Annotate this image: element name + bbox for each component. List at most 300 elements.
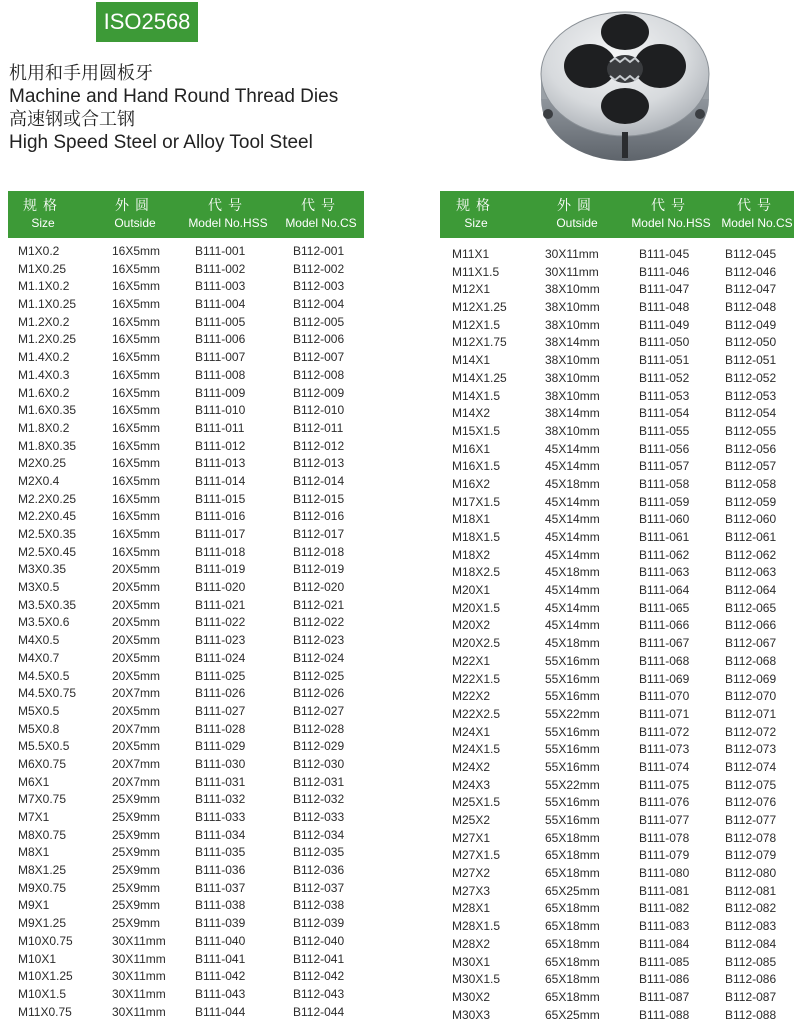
round-thread-die-image — [528, 4, 718, 164]
cell-model-hss: B111-017 — [195, 527, 246, 541]
cell-model-hss: B111-005 — [195, 314, 246, 329]
table-row — [8, 774, 364, 792]
table-row — [440, 900, 794, 918]
cell-model-hss: B111-082 — [639, 901, 690, 916]
cell-model-hss: B111-003 — [195, 279, 246, 294]
cell-size: M27X3 — [452, 883, 491, 898]
cell-model-cs: B112-044 — [293, 1004, 345, 1019]
cell-model-cs: B112-032 — [293, 792, 345, 807]
cell-size: M12X1.75 — [452, 335, 507, 350]
cell-size: M8X1.25 — [18, 863, 67, 878]
table-row — [8, 968, 364, 986]
cell-outside: 25X9mm — [112, 827, 161, 842]
cell-size: M1.2X0.25 — [18, 332, 77, 347]
cell-size: M16X2 — [452, 476, 491, 491]
table-row — [8, 880, 364, 898]
cell-model-hss: B111-061 — [639, 530, 690, 544]
table-row — [8, 579, 364, 597]
cell-size: M1.6X0.2 — [18, 385, 70, 400]
table-row — [440, 830, 794, 848]
table-row — [8, 455, 364, 473]
table-row — [8, 491, 364, 509]
cell-model-hss: B111-032 — [195, 792, 246, 807]
header-model-hss: 代号 Model No.HSS — [188, 198, 268, 230]
header-model-cs: 代号 Model No.CS — [285, 198, 357, 230]
table-row — [440, 688, 794, 706]
cell-model-cs: B112-030 — [293, 756, 345, 771]
table-row — [440, 971, 794, 989]
cell-size: M11X0.75 — [18, 1004, 72, 1019]
cell-model-hss: B111-085 — [639, 954, 690, 969]
table-row — [8, 791, 364, 809]
cell-model-cs: B112-083 — [725, 919, 777, 934]
cell-size: M10X1.25 — [18, 969, 73, 984]
cell-outside: 45X14mm — [545, 547, 600, 562]
cell-model-hss: B111-065 — [639, 600, 690, 615]
table-row — [8, 915, 364, 933]
cell-model-cs: B112-078 — [725, 830, 777, 845]
cell-model-cs: B112-079 — [725, 848, 777, 863]
cell-model-cs: B112-043 — [293, 986, 345, 1001]
cell-size: M1X0.25 — [18, 261, 67, 276]
cell-size: M1.1X0.2 — [18, 279, 70, 294]
cell-outside: 38X10mm — [545, 300, 600, 315]
cell-model-cs: B112-076 — [725, 795, 777, 810]
cell-model-cs: B112-031 — [293, 774, 345, 789]
cell-outside: 16X5mm — [112, 261, 161, 276]
table-row — [8, 844, 364, 862]
cell-model-cs: B112-059 — [725, 494, 777, 509]
cell-size: M27X2 — [452, 866, 491, 881]
cell-model-cs: B112-058 — [725, 476, 777, 491]
cell-size: M30X1 — [452, 954, 491, 969]
cell-outside: 65X18mm — [545, 972, 600, 987]
cell-outside: 45X18mm — [545, 565, 600, 580]
cell-outside: 38X10mm — [545, 423, 600, 438]
cell-model-hss: B111-068 — [639, 653, 690, 668]
header-outside: 外圆 Outside — [556, 198, 598, 230]
cell-size: M5X0.5 — [18, 703, 60, 718]
table-row — [8, 597, 364, 615]
cell-outside: 55X16mm — [545, 813, 600, 827]
cell-model-hss: B111-021 — [195, 597, 246, 612]
cell-outside: 20X7mm — [112, 774, 161, 789]
cell-size: M24X3 — [452, 777, 491, 792]
cell-model-cs: B112-081 — [725, 883, 777, 898]
cell-model-hss: B111-055 — [639, 423, 690, 438]
cell-model-cs: B112-025 — [293, 668, 345, 683]
cell-size: M18X2.5 — [452, 565, 501, 580]
cell-model-cs: B112-001 — [293, 244, 345, 258]
cell-model-cs: B112-016 — [293, 509, 345, 524]
cell-size: M12X1 — [452, 282, 491, 297]
cell-size: M1.4X0.2 — [18, 350, 70, 365]
cell-size: M24X1.5 — [452, 742, 501, 757]
cell-outside: 65X25mm — [545, 1007, 600, 1022]
cell-model-hss: B111-015 — [195, 491, 246, 506]
cell-size: M3.5X0.6 — [18, 615, 70, 630]
cell-size: M8X1 — [18, 845, 50, 860]
cell-size: M1.6X0.35 — [18, 403, 77, 418]
cell-model-cs: B112-062 — [725, 547, 777, 562]
cell-model-hss: B111-023 — [195, 633, 246, 648]
cell-model-cs: B112-037 — [293, 880, 345, 895]
cell-model-cs: B112-066 — [725, 618, 777, 633]
cell-model-cs: B112-064 — [725, 583, 777, 598]
cell-outside: 55X16mm — [545, 759, 600, 774]
table-row — [440, 494, 794, 512]
cell-model-cs: B112-003 — [293, 279, 345, 294]
table-row — [8, 986, 364, 1004]
cell-size: M6X0.75 — [18, 756, 67, 771]
table-row — [440, 936, 794, 954]
cell-size: M9X0.75 — [18, 880, 67, 895]
table-row — [440, 423, 794, 441]
cell-outside: 55X16mm — [545, 653, 600, 668]
cell-outside: 55X16mm — [545, 689, 600, 704]
cell-model-hss: B111-008 — [195, 367, 246, 382]
table-row — [440, 264, 794, 282]
table-row — [8, 897, 364, 915]
cell-model-cs: B112-015 — [293, 491, 345, 506]
table-row — [440, 653, 794, 671]
cell-outside: 16X5mm — [112, 244, 161, 258]
cell-model-cs: B112-086 — [725, 972, 777, 987]
cell-size: M28X1.5 — [452, 919, 501, 934]
cell-model-cs: B112-065 — [725, 600, 777, 615]
cell-size: M10X1 — [18, 951, 57, 966]
table-row — [8, 756, 364, 774]
cell-model-hss: B111-074 — [639, 759, 690, 774]
cell-model-cs: B112-020 — [293, 580, 345, 595]
cell-outside: 20X5mm — [112, 668, 161, 683]
cell-size: M11X1 — [452, 247, 490, 261]
cell-outside: 45X18mm — [545, 636, 600, 651]
cell-size: M25X2 — [452, 813, 491, 827]
cell-model-hss: B111-011 — [195, 420, 245, 435]
cell-model-hss: B111-018 — [195, 544, 246, 559]
cell-model-hss: B111-049 — [639, 317, 690, 332]
cell-size: M9X1 — [18, 898, 50, 913]
table-row — [440, 865, 794, 883]
cell-outside: 16X5mm — [112, 367, 161, 382]
cell-model-cs: B112-022 — [293, 615, 345, 630]
cell-model-cs: B112-056 — [725, 441, 777, 456]
cell-size: M14X1 — [452, 353, 491, 368]
header-model-cs: 代号 Model No.CS — [721, 198, 793, 230]
cell-model-cs: B112-048 — [725, 300, 777, 315]
table-row — [440, 777, 794, 795]
cell-outside: 30X11mm — [112, 951, 166, 966]
cell-model-cs: B112-088 — [725, 1007, 777, 1022]
table-row — [8, 243, 364, 261]
cell-model-hss: B111-025 — [195, 668, 246, 683]
cell-size: M22X1.5 — [452, 671, 501, 686]
cell-model-cs: B112-075 — [725, 777, 777, 792]
cell-model-cs: B112-010 — [293, 403, 345, 418]
cell-model-cs: B112-039 — [293, 916, 345, 931]
table-row — [440, 617, 794, 635]
cell-model-hss: B111-019 — [195, 562, 246, 577]
spec-table-right — [440, 191, 794, 1024]
cell-outside: 65X18mm — [545, 954, 600, 969]
cell-size: M3X0.5 — [18, 580, 60, 595]
table-row — [440, 281, 794, 299]
cell-model-hss: B111-070 — [639, 689, 690, 704]
table-row — [8, 526, 364, 544]
cell-outside: 55X22mm — [545, 706, 600, 721]
cell-model-cs: B112-017 — [293, 527, 345, 541]
cell-size: M12X1.25 — [452, 300, 507, 315]
cell-model-hss: B111-069 — [639, 671, 690, 686]
cell-outside: 20X7mm — [112, 686, 161, 701]
cell-model-cs: B112-069 — [725, 671, 777, 686]
table-row — [8, 438, 364, 456]
cell-outside: 45X14mm — [545, 459, 600, 474]
cell-model-hss: B111-016 — [195, 509, 246, 524]
cell-model-hss: B111-031 — [195, 774, 246, 789]
cell-model-cs: B112-068 — [725, 653, 777, 668]
cell-model-cs: B112-038 — [293, 898, 345, 913]
cell-model-cs: B112-051 — [725, 353, 777, 368]
cell-outside: 16X5mm — [112, 456, 161, 471]
cell-size: M22X2 — [452, 689, 491, 704]
cell-size: M25X1.5 — [452, 795, 501, 810]
cell-outside: 16X5mm — [112, 527, 161, 541]
cell-size: M18X1.5 — [452, 530, 501, 544]
cell-size: M8X0.75 — [18, 827, 67, 842]
cell-outside: 25X9mm — [112, 810, 161, 824]
cell-model-cs: B112-074 — [725, 759, 777, 774]
cell-model-cs: B112-045 — [725, 247, 777, 261]
table-row — [8, 367, 364, 385]
cell-size: M2.2X0.25 — [18, 491, 77, 506]
table-row — [440, 511, 794, 529]
cell-outside: 16X5mm — [112, 350, 161, 365]
cell-model-hss: B111-009 — [195, 385, 246, 400]
cell-model-cs: B112-071 — [725, 706, 777, 721]
cell-model-hss: B111-041 — [195, 951, 246, 966]
cell-size: M14X1.5 — [452, 388, 501, 403]
cell-model-cs: B112-053 — [725, 388, 777, 403]
cell-model-cs: B112-019 — [293, 562, 345, 577]
cell-model-cs: B112-040 — [293, 933, 345, 948]
cell-outside: 45X14mm — [545, 512, 600, 527]
cell-model-cs: B112-021 — [293, 597, 345, 612]
cell-model-cs: B112-087 — [725, 989, 777, 1004]
table-row — [440, 564, 794, 582]
cell-outside: 20X5mm — [112, 703, 161, 718]
table-row — [440, 918, 794, 936]
table-row — [8, 951, 364, 969]
cell-size: M14X1.25 — [452, 370, 507, 385]
table-row — [440, 635, 794, 653]
table-row — [8, 349, 364, 367]
cell-model-hss: B111-058 — [639, 476, 690, 491]
table-row — [8, 296, 364, 314]
cell-outside: 65X18mm — [545, 919, 600, 934]
table-row — [440, 441, 794, 459]
cell-outside: 55X22mm — [545, 777, 600, 792]
cell-outside: 20X5mm — [112, 650, 161, 665]
cell-size: M20X1 — [452, 583, 491, 598]
cell-model-cs: B112-061 — [725, 530, 777, 544]
cell-outside: 20X7mm — [112, 721, 161, 736]
cell-model-hss: B111-026 — [195, 686, 246, 701]
table-header — [8, 191, 364, 238]
cell-size: M20X2.5 — [452, 636, 501, 651]
cell-outside: 20X5mm — [112, 597, 161, 612]
cell-model-cs: B112-073 — [725, 742, 777, 757]
cell-model-hss: B111-010 — [195, 403, 246, 418]
cell-outside: 25X9mm — [112, 880, 161, 895]
cell-model-hss: B111-030 — [195, 756, 246, 771]
cell-outside: 20X5mm — [112, 580, 161, 595]
table-row — [440, 529, 794, 547]
table-row — [440, 370, 794, 388]
cell-size: M10X1.5 — [18, 986, 67, 1001]
cell-outside: 45X14mm — [545, 441, 600, 456]
cell-model-hss: B111-012 — [195, 438, 246, 453]
cell-size: M30X3 — [452, 1007, 491, 1022]
cell-model-hss: B111-046 — [639, 264, 690, 279]
cell-outside: 16X5mm — [112, 332, 161, 347]
cell-model-hss: B111-035 — [195, 845, 246, 860]
cell-model-hss: B111-066 — [639, 618, 690, 633]
cell-size: M2.5X0.45 — [18, 544, 77, 559]
cell-model-cs: B112-047 — [725, 282, 777, 297]
cell-size: M1.1X0.25 — [18, 297, 77, 312]
table-row — [440, 812, 794, 830]
cell-outside: 25X9mm — [112, 863, 161, 878]
cell-model-cs: B112-004 — [293, 297, 345, 312]
cell-model-hss: B111-024 — [195, 650, 246, 665]
cell-model-cs: B112-034 — [293, 827, 345, 842]
cell-model-hss: B111-037 — [195, 880, 246, 895]
table-row — [8, 614, 364, 632]
title-cn-2: 高速钢或合工钢 — [9, 109, 135, 130]
cell-outside: 16X5mm — [112, 314, 161, 329]
cell-size: M24X1 — [452, 724, 491, 739]
cell-size: M27X1.5 — [452, 848, 501, 863]
table-header — [440, 191, 794, 238]
cell-model-hss: B111-080 — [639, 866, 690, 881]
table-row — [440, 724, 794, 742]
cell-outside: 45X14mm — [545, 618, 600, 633]
cell-size: M28X2 — [452, 936, 491, 951]
cell-model-cs: B112-035 — [293, 845, 345, 860]
cell-model-hss: B111-004 — [195, 297, 246, 312]
cell-model-cs: B112-063 — [725, 565, 777, 580]
cell-model-hss: B111-053 — [639, 388, 690, 403]
cell-model-hss: B111-088 — [639, 1007, 690, 1022]
cell-model-hss: B111-086 — [639, 972, 690, 987]
cell-model-hss: B111-072 — [639, 724, 690, 739]
cell-size: M7X0.75 — [18, 792, 67, 807]
cell-size: M5X0.8 — [18, 721, 60, 736]
cell-model-hss: B111-042 — [195, 969, 246, 984]
cell-model-hss: B111-078 — [639, 830, 690, 845]
cell-outside: 16X5mm — [112, 420, 161, 435]
cell-outside: 30X11mm — [112, 933, 166, 948]
cell-outside: 16X5mm — [112, 544, 161, 559]
cell-model-cs: B112-082 — [725, 901, 777, 916]
cell-size: M30X1.5 — [452, 972, 501, 987]
cell-outside: 45X14mm — [545, 583, 600, 598]
cell-model-hss: B111-007 — [195, 350, 246, 365]
cell-model-cs: B112-005 — [293, 314, 345, 329]
cell-model-cs: B112-013 — [293, 456, 345, 471]
table-row — [440, 847, 794, 865]
cell-model-cs: B112-027 — [293, 703, 345, 718]
cell-model-cs: B112-050 — [725, 335, 777, 350]
cell-size: M4.5X0.5 — [18, 668, 70, 683]
cell-model-cs: B112-070 — [725, 689, 777, 704]
cell-size: M3X0.35 — [18, 562, 67, 577]
cell-model-cs: B112-077 — [725, 813, 777, 827]
table-row — [440, 388, 794, 406]
cell-model-cs: B112-028 — [293, 721, 345, 736]
table-row — [8, 314, 364, 332]
table-row — [440, 989, 794, 1007]
cell-model-cs: B112-036 — [293, 863, 345, 878]
cell-size: M1.2X0.2 — [18, 314, 70, 329]
cell-model-hss: B111-033 — [195, 810, 246, 824]
cell-model-cs: B112-055 — [725, 423, 777, 438]
cell-outside: 20X5mm — [112, 633, 161, 648]
iso-badge: ISO2568 — [96, 2, 198, 42]
cell-model-hss: B111-067 — [639, 636, 690, 651]
cell-model-hss: B111-048 — [639, 300, 690, 315]
cell-size: M15X1.5 — [452, 423, 501, 438]
title-en-2: High Speed Steel or Alloy Tool Steel — [9, 132, 313, 153]
table-row — [8, 862, 364, 880]
cell-size: M6X1 — [18, 774, 50, 789]
cell-size: M28X1 — [452, 901, 491, 916]
cell-model-hss: B111-054 — [639, 406, 690, 421]
cell-size: M17X1.5 — [452, 494, 501, 509]
table-row — [440, 317, 794, 335]
cell-size: M4X0.7 — [18, 650, 60, 665]
cell-model-hss: B111-064 — [639, 583, 690, 598]
cell-model-hss: B111-020 — [195, 580, 246, 595]
table-row — [440, 706, 794, 724]
cell-outside: 55X16mm — [545, 724, 600, 739]
table-row — [440, 741, 794, 759]
cell-outside: 65X18mm — [545, 989, 600, 1004]
table-row — [440, 547, 794, 565]
cell-outside: 45X14mm — [545, 494, 600, 509]
cell-model-cs: B112-009 — [293, 385, 345, 400]
cell-model-hss: B111-034 — [195, 827, 246, 842]
cell-model-cs: B112-042 — [293, 969, 345, 984]
cell-outside: 65X18mm — [545, 866, 600, 881]
cell-size: M1X0.2 — [18, 244, 60, 258]
cell-size: M7X1 — [18, 810, 50, 824]
cell-size: M20X2 — [452, 618, 491, 633]
cell-model-cs: B112-014 — [293, 473, 345, 488]
cell-model-cs: B112-023 — [293, 633, 345, 648]
cell-model-hss: B111-057 — [639, 459, 690, 474]
cell-model-hss: B111-075 — [639, 777, 690, 792]
cell-model-hss: B111-036 — [195, 863, 246, 878]
cell-size: M16X1 — [452, 441, 491, 456]
cell-outside: 65X18mm — [545, 936, 600, 951]
table-row — [8, 278, 364, 296]
table-row — [8, 1004, 364, 1022]
cell-model-hss: B111-038 — [195, 898, 246, 913]
cell-size: M2X0.25 — [18, 456, 67, 471]
